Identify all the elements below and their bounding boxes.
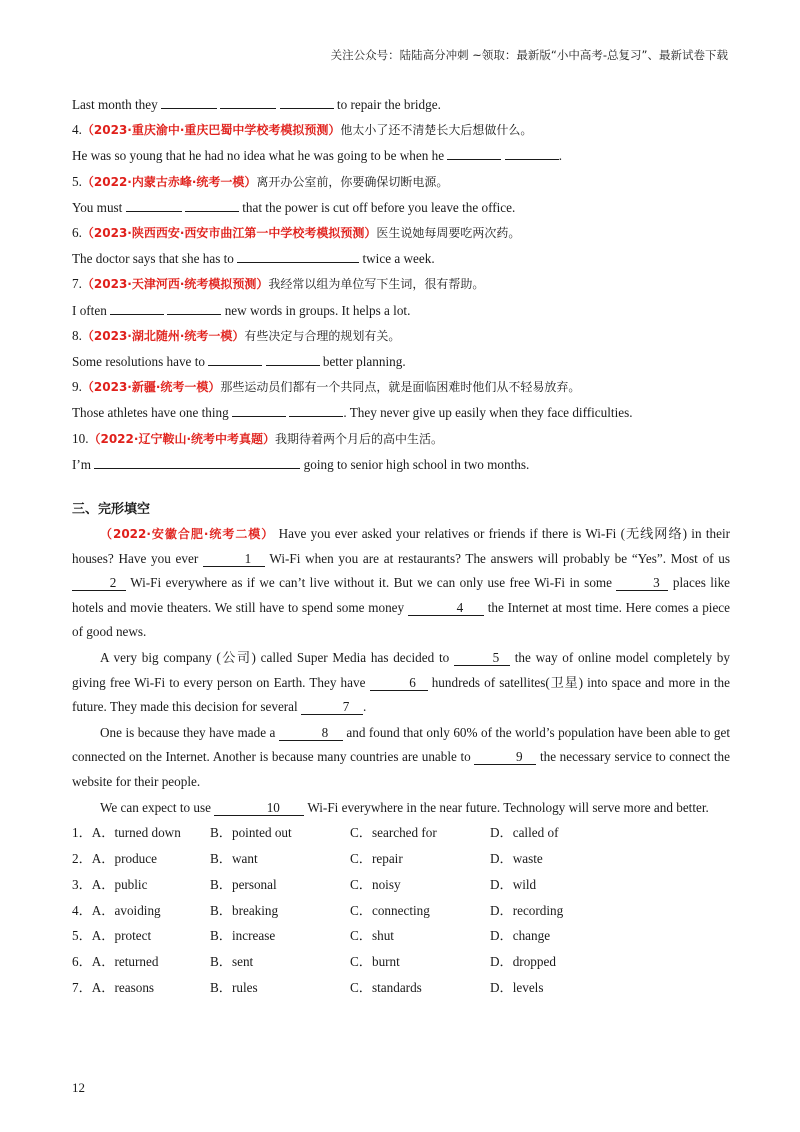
option-row — [72, 872, 730, 898]
option-b[interactable]: B．personal — [210, 876, 277, 892]
answer-blank[interactable] — [266, 351, 320, 366]
cloze-paragraph-2: A very big company (公司) called Super Media has decided to 5 the way of online model completely by giving free Wi-Fi to every person on Earth. They have 6 hundreds of satellites(卫星) into space and more in the future. They made this decision for several 7 . — [72, 650, 731, 715]
answer-blank[interactable] — [208, 351, 262, 366]
option-d[interactable]: D．waste — [490, 850, 543, 866]
option-d[interactable]: D．levels — [490, 979, 544, 995]
worksheet-content — [72, 92, 730, 1001]
cloze-blank-2[interactable]: 2 — [72, 575, 126, 591]
option-b[interactable]: B．breaking — [210, 902, 279, 918]
option-d[interactable]: D．wild — [490, 876, 537, 892]
cloze-blank-6[interactable]: 6 — [370, 675, 428, 691]
answer-blank[interactable] — [161, 94, 217, 109]
answer-blank[interactable] — [110, 300, 164, 315]
option-d[interactable]: D．change — [490, 928, 551, 944]
answer-blank[interactable] — [280, 94, 334, 109]
option-a[interactable]: 4．A．avoiding — [72, 902, 161, 918]
answer-blank[interactable] — [232, 402, 286, 417]
option-row — [72, 846, 730, 872]
answer-blank[interactable] — [220, 94, 276, 109]
answer-blank[interactable] — [185, 197, 239, 212]
answer-blank[interactable] — [505, 145, 559, 160]
question-6-english: The doctor says that she has to twice a week. — [72, 246, 730, 271]
option-row — [72, 820, 730, 846]
question-4-prompt: 4.（2023·重庆渝中·重庆巴蜀中学校考模拟预测）他太小了还不清楚长大后想做什么。 — [72, 122, 533, 138]
question-7-english: I often new words in groups. It helps a lot. — [72, 298, 730, 323]
option-a[interactable]: 2．A．produce — [72, 850, 157, 866]
cloze-paragraph-4: We can expect to use 10 Wi-Fi everywhere in the near future. Technology will serve more and better. — [100, 799, 709, 815]
cloze-paragraph-3: One is because they have made a 8 and found that only 60% of the world’s population have been able to get connected on the Internet. Another is because many countries are unable to 9 the necessary service to connect the website for their people. — [72, 724, 731, 789]
option-a[interactable]: 5．A．protect — [72, 928, 152, 944]
option-b[interactable]: B．increase — [210, 928, 276, 944]
page-header: 关注公众号：陆陆高分冲刺 ~领取：最新版“小中高考-总复习”、最新试卷下载 — [330, 48, 728, 62]
option-a[interactable]: 3．A．public — [72, 876, 148, 892]
answer-options — [72, 820, 730, 1001]
option-c[interactable]: C．connecting — [350, 902, 430, 918]
answer-blank[interactable] — [126, 197, 182, 212]
answer-blank[interactable] — [447, 145, 501, 160]
question-7-prompt: 7.（2023·天津河西·统考模拟预测）我经常以组为单位写下生词，很有帮助。 — [72, 276, 485, 292]
option-row — [72, 949, 730, 975]
sentence-3-english: Last month they to repair the bridge. — [72, 92, 730, 117]
answer-blank[interactable] — [289, 402, 343, 417]
option-c[interactable]: C．standards — [350, 979, 422, 995]
question-source: （2023·湖北随州·统考一模） — [81, 328, 245, 343]
question-source: （2023·新疆·统考一模） — [81, 380, 221, 395]
option-row — [72, 923, 730, 949]
option-a[interactable]: 7．A．reasons — [72, 979, 155, 995]
option-b[interactable]: B．sent — [210, 954, 254, 970]
cloze-blank-1[interactable]: 1 — [203, 551, 265, 567]
question-source: （2023·陕西西安·西安市曲江第一中学校考模拟预测） — [81, 226, 377, 241]
question-9-prompt: 9.（2023·新疆·统考一模）那些运动员们都有一个共同点，就是面临困难时他们从不轻易放弃。 — [72, 379, 581, 395]
option-c[interactable]: C．searched for — [350, 825, 437, 841]
question-6-prompt: 6.（2023·陕西西安·西安市曲江第一中学校考模拟预测）医生说她每周要吃两次药。 — [72, 225, 521, 241]
cloze-blank-9[interactable]: 9 — [474, 749, 536, 765]
answer-blank[interactable] — [167, 300, 221, 315]
cloze-blank-4[interactable]: 4 — [408, 600, 484, 616]
option-d[interactable]: D．recording — [490, 902, 564, 918]
option-c[interactable]: C．burnt — [350, 954, 400, 970]
answer-blank[interactable] — [237, 248, 359, 263]
cloze-blank-8[interactable]: 8 — [279, 725, 343, 741]
question-source: （2022·辽宁鞍山·统考中考真题） — [88, 431, 276, 446]
option-c[interactable]: C．shut — [350, 928, 394, 944]
option-c[interactable]: C．noisy — [350, 876, 401, 892]
option-row — [72, 898, 730, 924]
question-10-prompt: 10.（2022·辽宁鞍山·统考中考真题）我期待着两个月后的高中生活。 — [72, 430, 444, 446]
question-10-english: I’m going to senior high school in two months. — [72, 452, 730, 477]
option-d[interactable]: D．called of — [490, 825, 559, 841]
question-5-prompt: 5.（2022·内蒙古赤峰·统考一模）离开办公室前，你要确保切断电源。 — [72, 173, 449, 189]
cloze-paragraph-1: （2022·安徽合肥·统考二模） Have you ever asked your relatives or friends if there is Wi-Fi (无线网络) in their houses? Have you ever 1 Wi-Fi when you are at restaurants? The answers will probably be “Yes”. Most of us 2 Wi-Fi everywhere as if we can’t live without it. But we can only use free Wi-Fi in some 3 places like hotels and movie theaters. We still have to spend some money 4 the Internet at most time. Here comes a piece of good news. — [72, 526, 731, 640]
question-5-english: You must that the power is cut off before you leave the office. — [72, 195, 730, 220]
option-b[interactable]: B．rules — [210, 979, 258, 995]
cloze-blank-3[interactable]: 3 — [616, 575, 668, 591]
option-b[interactable]: B．want — [210, 850, 258, 866]
question-8-prompt: 8.（2023·湖北随州·统考一模）有些决定与合理的规划有关。 — [72, 327, 401, 343]
cloze-blank-7[interactable]: 7 — [301, 699, 363, 715]
answer-blank[interactable] — [94, 454, 300, 469]
option-a[interactable]: 6．A．returned — [72, 954, 159, 970]
option-d[interactable]: D．dropped — [490, 954, 556, 970]
option-b[interactable]: B．pointed out — [210, 825, 292, 841]
question-8-english: Some resolutions have to better planning. — [72, 349, 730, 374]
page-number: 12 — [72, 1080, 85, 1095]
cloze-blank-5[interactable]: 5 — [454, 650, 510, 666]
cloze-source: （2022·安徽合肥·统考二模） — [100, 527, 275, 542]
question-source: （2023·天津河西·统考模拟预测） — [81, 277, 269, 292]
question-source: （2022·内蒙古赤峰·统考一模） — [81, 174, 257, 189]
option-row — [72, 975, 730, 1001]
cloze-blank-10[interactable]: 10 — [214, 800, 304, 816]
option-c[interactable]: C．repair — [350, 850, 403, 866]
question-source: （2023·重庆渝中·重庆巴蜀中学校考模拟预测） — [81, 123, 341, 138]
question-4-english: He was so young that he had no idea what he was going to be when he . — [72, 143, 730, 168]
question-9-english: Those athletes have one thing . They never give up easily when they face difficulties. — [72, 400, 730, 425]
section-title: 三、完形填空 — [72, 502, 151, 518]
option-a[interactable]: 1．A．turned down — [72, 825, 181, 841]
